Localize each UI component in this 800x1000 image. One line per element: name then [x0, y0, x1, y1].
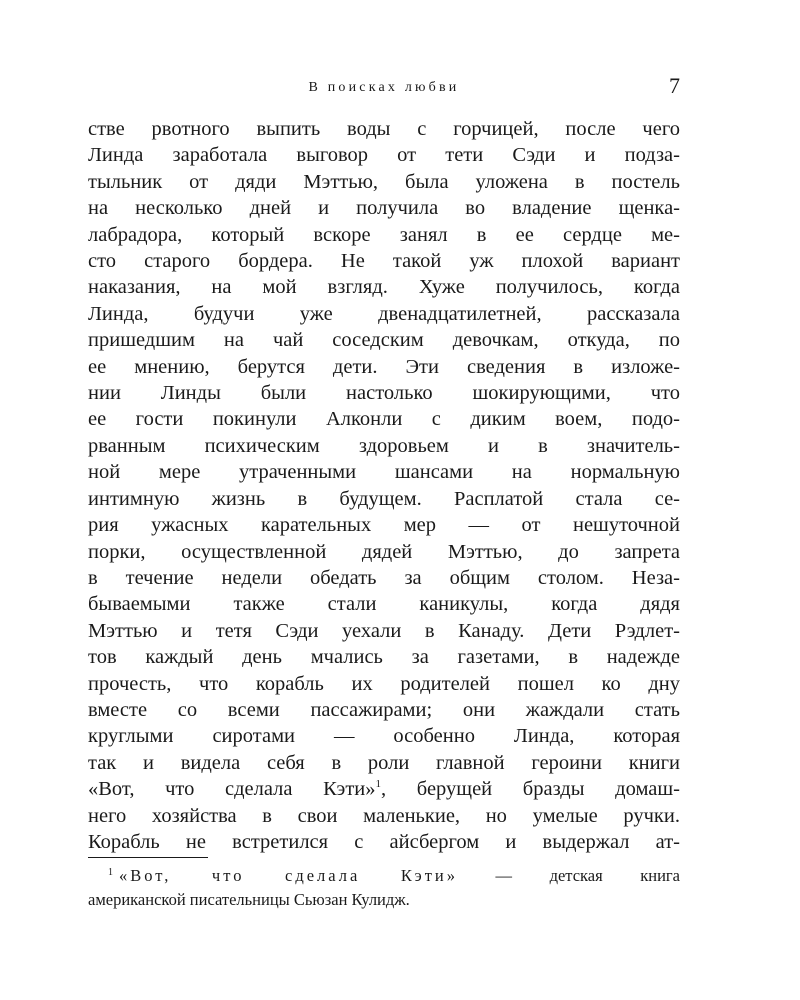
- footnote-line: американской писательницы Сьюзан Кулидж.: [88, 890, 410, 909]
- text-line: нии Линды были настолько шокирующими, что: [88, 382, 680, 405]
- text-line: стве рвотного выпить воды с горчицей, после чего: [88, 118, 680, 140]
- text-line: тыльник от дяди Мэттью, была уложена в постель: [88, 170, 680, 193]
- footnote-line: [88, 864, 680, 888]
- text-line: Корабль не встретился с айсбергом и выдержал ат-: [88, 830, 680, 853]
- footnote-book-title: «Вот, что сделала Кэти»: [119, 866, 458, 885]
- footnote-reference: 1: [375, 778, 382, 791]
- footnote-mark: 1: [108, 866, 113, 878]
- text-line: в течение недели обедать за общим столом. Неза-: [88, 566, 680, 589]
- page-number: 7: [669, 73, 680, 98]
- text-line: ной мере утраченными шансами на нормальную: [88, 461, 680, 484]
- footnote: [88, 864, 680, 912]
- text-line: так и видела себя в роли главной героини книги: [88, 751, 680, 774]
- book-title-text: «Вот, что сделала Кэти»: [88, 778, 376, 801]
- text-line: Линда, будучи уже двенадцатилетней, рассказала: [88, 302, 680, 325]
- text-line: тов каждый день мчались за газетами, в надежде: [88, 646, 680, 669]
- text-line: наказания, на мой взгляд. Хуже получилось, когда: [88, 276, 680, 299]
- text-line: порки, осуществленной дядей Мэттью, до запрета: [88, 540, 680, 563]
- footnote-description: — детская книга: [458, 866, 681, 885]
- text-line: интимную жизнь в будущем. Расплатой стала се-: [88, 487, 680, 510]
- text-line: круглыми сиротами — особенно Линда, которая: [88, 725, 680, 748]
- body-text: [88, 116, 680, 855]
- text-line: прочесть, что корабль их родителей пошел ко дну: [88, 672, 680, 695]
- running-head: [88, 73, 680, 100]
- line-continuation: , берущей бразды домаш-: [381, 778, 680, 801]
- text-line: бываемыми также стали каникулы, когда дядя: [88, 593, 680, 616]
- text-line: ее мнению, берутся дети. Эти сведения в изложе-: [88, 355, 680, 378]
- text-line: на несколько дней и получила во владение щенка-: [88, 197, 680, 220]
- text-line: лабрадора, который вскоре занял в ее сердце ме-: [88, 223, 680, 246]
- text-line: вместе со всеми пассажирами; они жаждали стать: [88, 698, 680, 721]
- text-line: сто старого бордера. Не такой уж плохой вариант: [88, 250, 680, 273]
- text-line: него хозяйства в свои маленькие, но умелые ручки.: [88, 804, 680, 827]
- text-line: рия ужасных карательных мер — от нешуточной: [88, 514, 680, 537]
- text-line-with-note: [88, 776, 680, 802]
- footnote-divider: [88, 857, 208, 858]
- text-line: Мэттью и тетя Сэди уехали в Канаду. Дети Рэдлет-: [88, 619, 680, 642]
- text-line: пришедшим на чай соседским девочкам, откуда, по: [88, 329, 680, 352]
- text-line: рванным психическим здоровьем и в значитель-: [88, 434, 680, 457]
- running-title: В поисках любви: [308, 80, 460, 95]
- text-line: Линда заработала выговор от тети Сэди и подза-: [88, 144, 680, 167]
- text-line: ее гости покинули Алконли с диким воем, подо-: [88, 408, 680, 431]
